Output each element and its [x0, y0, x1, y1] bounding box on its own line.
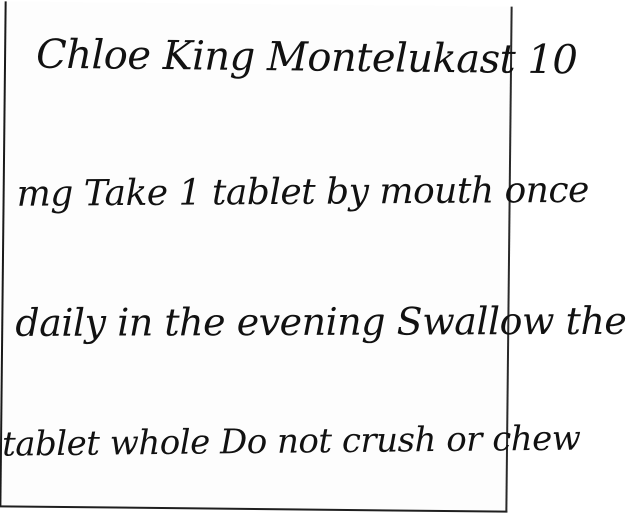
note-line-2: mg Take 1 tablet by mouth once	[16, 169, 589, 215]
note-line-3: daily in the evening Swallow the	[15, 298, 627, 345]
note-line-1: Chloe King Montelukast 10	[35, 31, 578, 84]
handwritten-note-sheet	[0, 1, 627, 512]
note-line-4: tablet whole Do not crush or chew	[1, 418, 581, 465]
